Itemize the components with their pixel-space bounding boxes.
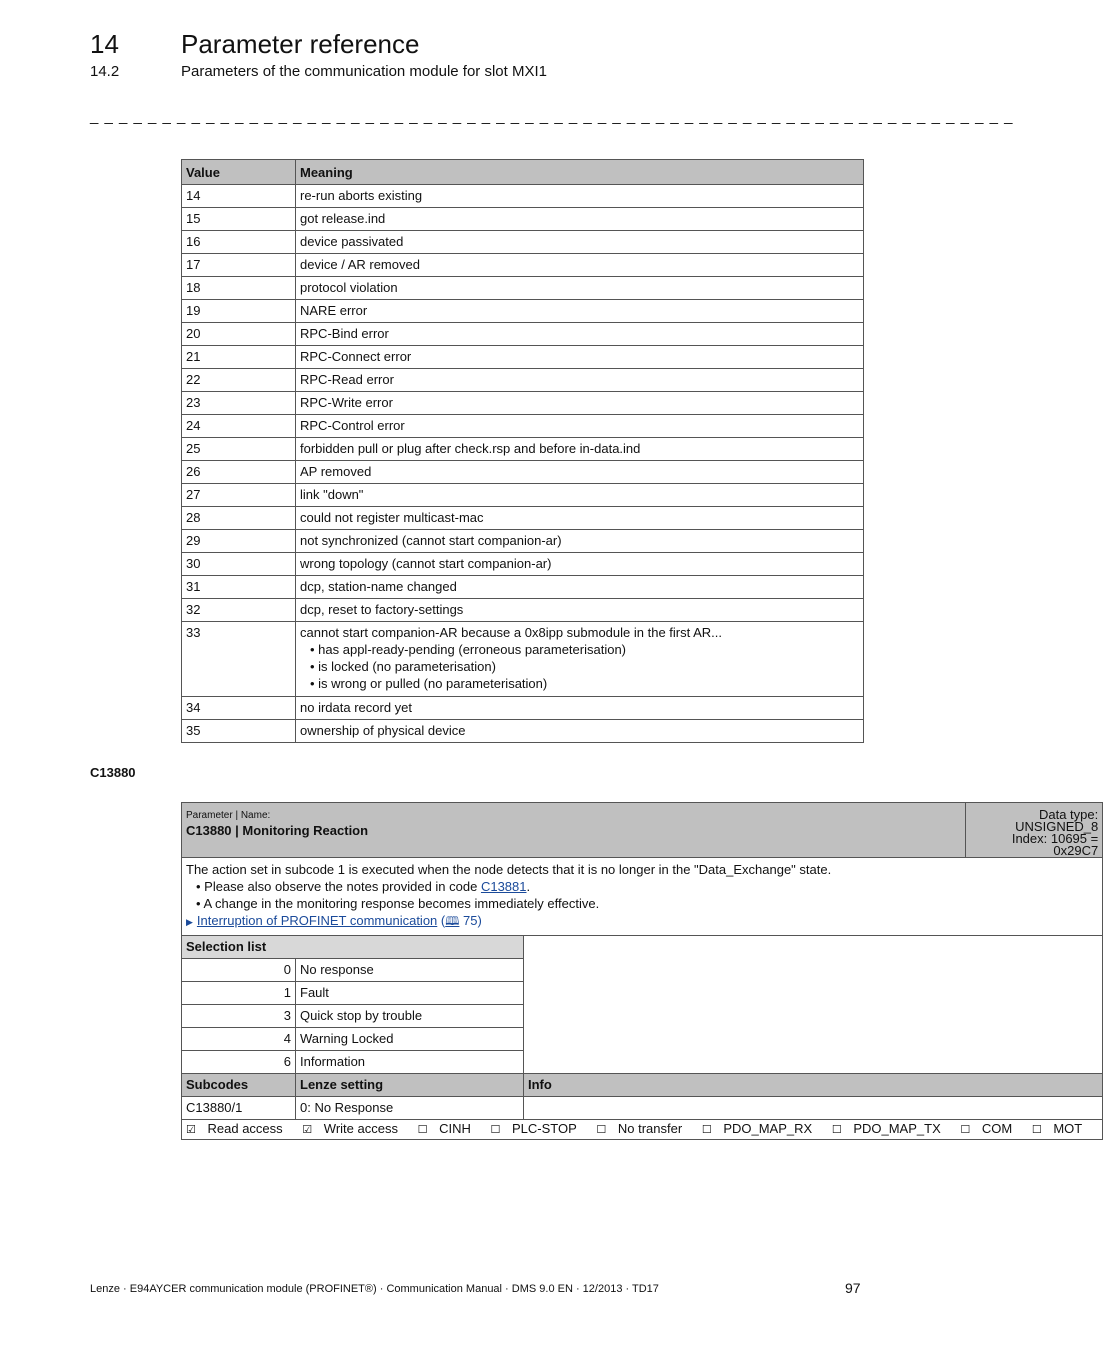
subcode-row <box>182 1097 1103 1120</box>
meaning-cell: RPC-Bind error <box>296 323 864 346</box>
checkbox-checked-icon: ☑ <box>302 1124 313 1136</box>
selection-label: Warning Locked <box>296 1028 524 1051</box>
selection-number: 4 <box>182 1028 296 1051</box>
value-cell: 15 <box>182 208 296 231</box>
meaning-cell: RPC-Read error <box>296 369 864 392</box>
parameter-name: C13880 | Monitoring Reaction <box>186 823 369 838</box>
note-item <box>186 878 1098 895</box>
table-row <box>182 323 864 346</box>
value-cell: 20 <box>182 323 296 346</box>
meaning-cell: link "down" <box>296 484 864 507</box>
meaning-cell: could not register multicast-mac <box>296 507 864 530</box>
note-end: . <box>526 879 531 894</box>
table-row <box>182 697 864 720</box>
data-type: Data type: UNSIGNED_8 <box>1015 807 1099 834</box>
note-item: • A change in the monitoring response becomes immediately effective. <box>196 896 600 911</box>
table-row <box>182 185 864 208</box>
flag-label: PLC-STOP <box>511 1121 577 1136</box>
table-row <box>182 231 864 254</box>
access-flag <box>960 1121 1020 1136</box>
flag-label: CINH <box>439 1121 471 1136</box>
column-header-meaning: Meaning <box>296 160 864 185</box>
value-cell: 26 <box>182 461 296 484</box>
subcodes-header: Subcodes <box>182 1074 296 1097</box>
access-flag <box>418 1121 479 1136</box>
checkbox-empty-icon: ☐ <box>490 1124 501 1136</box>
index: Index: 10695 = 0x29C7 <box>1011 831 1099 858</box>
selection-number: 0 <box>182 959 296 982</box>
meaning-cell: not synchronized (cannot start companion-ar) <box>296 530 864 553</box>
value-cell: 19 <box>182 300 296 323</box>
book-icon[interactable]: 🕮 <box>445 914 460 928</box>
data-type-cell <box>966 803 1103 858</box>
subcode-header-row <box>182 1074 1103 1097</box>
description-row <box>182 858 1103 936</box>
value-cell: 17 <box>182 254 296 277</box>
info-header: Info <box>524 1074 1103 1097</box>
meaning-cell: re-run aborts existing <box>296 185 864 208</box>
section-number: 14.2 <box>90 63 120 80</box>
selection-number: 6 <box>182 1051 296 1074</box>
info-cell <box>524 1097 1103 1120</box>
access-flag <box>702 1121 820 1136</box>
parameter-name-cell <box>182 803 966 858</box>
value-cell: 30 <box>182 553 296 576</box>
table-row <box>182 438 864 461</box>
bullet-item: • is wrong or pulled (no parameterisation) <box>310 676 548 691</box>
meaning-cell: AP removed <box>296 461 864 484</box>
value-cell: 22 <box>182 369 296 392</box>
access-row <box>182 1120 1103 1140</box>
value-cell: 18 <box>182 277 296 300</box>
checkbox-empty-icon: ☐ <box>417 1124 428 1136</box>
meaning-text: cannot start companion-AR because a 0x8ipp submodule in the first AR... <box>300 625 723 640</box>
checkbox-empty-icon: ☐ <box>1031 1124 1042 1136</box>
bullet-item: • has appl-ready-pending (erroneous parameterisation) <box>310 642 627 657</box>
empty-cell <box>524 936 1103 1074</box>
value-meaning-table <box>181 159 864 743</box>
flag-label: PDO_MAP_TX <box>853 1121 941 1136</box>
meaning-cell: RPC-Write error <box>296 392 864 415</box>
table-row <box>182 622 864 697</box>
meaning-cell: device / AR removed <box>296 254 864 277</box>
xref-page: 75) <box>459 913 482 928</box>
xref-paren: ( <box>440 913 446 928</box>
cross-reference <box>186 912 1098 931</box>
value-cell: 16 <box>182 231 296 254</box>
lenze-setting-cell: 0: No Response <box>296 1097 524 1120</box>
meaning-cell: NARE error <box>296 300 864 323</box>
triangle-right-icon: ▶ <box>186 917 193 927</box>
table-row <box>182 530 864 553</box>
flag-label: COM <box>981 1121 1013 1136</box>
table-row <box>182 720 864 743</box>
meaning-cell: device passivated <box>296 231 864 254</box>
value-cell: 35 <box>182 720 296 743</box>
flag-label: PDO_MAP_RX <box>723 1121 813 1136</box>
checkbox-empty-icon: ☐ <box>831 1124 842 1136</box>
checkbox-empty-icon: ☐ <box>596 1124 607 1136</box>
parameter-label: Parameter | Name: <box>186 810 271 821</box>
value-cell: 31 <box>182 576 296 599</box>
access-flag <box>302 1121 406 1136</box>
meaning-cell: RPC-Connect error <box>296 346 864 369</box>
table-row <box>182 553 864 576</box>
value-cell: 23 <box>182 392 296 415</box>
selection-label: Quick stop by trouble <box>296 1005 524 1028</box>
footer-text: Lenze · E94AYCER communication module (PROFINET®) · Communication Manual · DMS 9.0 EN · 12/2013 · TD17 <box>90 1283 659 1295</box>
page-number: 97 <box>845 1280 861 1296</box>
table-row <box>182 461 864 484</box>
lenze-setting-header: Lenze setting <box>296 1074 524 1097</box>
flag-label: Read access <box>207 1121 283 1136</box>
selection-number: 1 <box>182 982 296 1005</box>
table-row <box>182 392 864 415</box>
meaning-cell: forbidden pull or plug after check.rsp and before in-data.ind <box>296 438 864 461</box>
table-row <box>182 254 864 277</box>
table-row <box>182 484 864 507</box>
access-flag <box>596 1121 690 1136</box>
value-cell: 32 <box>182 599 296 622</box>
selection-number: 3 <box>182 1005 296 1028</box>
value-cell: 33 <box>182 622 296 697</box>
selection-label: Fault <box>296 982 524 1005</box>
bullet-item: • is locked (no parameterisation) <box>310 659 496 674</box>
table-row <box>182 599 864 622</box>
section-title: Parameters of the communication module for slot MXI1 <box>181 63 547 80</box>
description-cell <box>182 858 1103 936</box>
value-cell: 14 <box>182 185 296 208</box>
parameter-header-row <box>182 803 1103 858</box>
chapter-title: Parameter reference <box>181 29 420 59</box>
flag-label: No transfer <box>617 1121 683 1136</box>
code-heading: C13880 <box>90 765 136 780</box>
value-cell: 29 <box>182 530 296 553</box>
meaning-cell: wrong topology (cannot start companion-ar) <box>296 553 864 576</box>
meaning-cell: RPC-Control error <box>296 415 864 438</box>
meaning-cell: dcp, reset to factory-settings <box>296 599 864 622</box>
meaning-cell: dcp, station-name changed <box>296 576 864 599</box>
table-row <box>182 346 864 369</box>
selection-list-header: Selection list <box>182 936 524 959</box>
value-cell: 21 <box>182 346 296 369</box>
header-separator: _ _ _ _ _ _ _ _ _ _ _ _ _ _ _ _ _ _ _ _ _ _ _ _ _ _ _ _ _ _ _ _ _ _ _ _ _ _ _ _ _ _ _ _ _ _ _ _ _ _ _ _ _ _ _ _ _ _ _ _ _ _ _ _ <box>90 108 1014 125</box>
value-cell: 27 <box>182 484 296 507</box>
table-row <box>182 277 864 300</box>
flag-label: MOT <box>1053 1121 1083 1136</box>
selection-header-row <box>182 936 1103 959</box>
selection-label: Information <box>296 1051 524 1074</box>
subcode-cell: C13880/1 <box>182 1097 296 1120</box>
chapter-number: 14 <box>90 29 119 59</box>
access-flag <box>832 1121 949 1136</box>
value-cell: 24 <box>182 415 296 438</box>
table-row <box>182 208 864 231</box>
column-header-value: Value <box>182 160 296 185</box>
access-flag <box>490 1121 584 1136</box>
meaning-cell: got release.ind <box>296 208 864 231</box>
access-flags <box>182 1120 1103 1140</box>
value-cell: 34 <box>182 697 296 720</box>
meaning-cell: ownership of physical device <box>296 720 864 743</box>
meaning-cell: protocol violation <box>296 277 864 300</box>
meaning-cell <box>296 622 864 697</box>
code-link[interactable]: C13881 <box>480 879 527 894</box>
meaning-cell: no irdata record yet <box>296 697 864 720</box>
table-row <box>182 300 864 323</box>
table-row <box>182 369 864 392</box>
checkbox-empty-icon: ☐ <box>701 1124 712 1136</box>
checkbox-checked-icon: ☑ <box>186 1124 196 1136</box>
flag-label: Write access <box>323 1121 398 1136</box>
table-row <box>182 507 864 530</box>
xref-link[interactable]: Interruption of PROFINET communication <box>196 913 438 928</box>
description-text: The action set in subcode 1 is executed when the node detects that it is no longer in the "Data_Exchange" state. <box>186 862 832 877</box>
table-row <box>182 576 864 599</box>
value-cell: 25 <box>182 438 296 461</box>
access-flag <box>186 1121 291 1136</box>
selection-label: No response <box>296 959 524 982</box>
access-flag <box>1032 1121 1090 1136</box>
table-header-row <box>182 160 864 185</box>
checkbox-empty-icon: ☐ <box>960 1124 971 1136</box>
table-row <box>182 415 864 438</box>
parameter-table <box>181 802 1103 1140</box>
value-cell: 28 <box>182 507 296 530</box>
note-text: • Please also observe the notes provided in code <box>196 879 481 894</box>
